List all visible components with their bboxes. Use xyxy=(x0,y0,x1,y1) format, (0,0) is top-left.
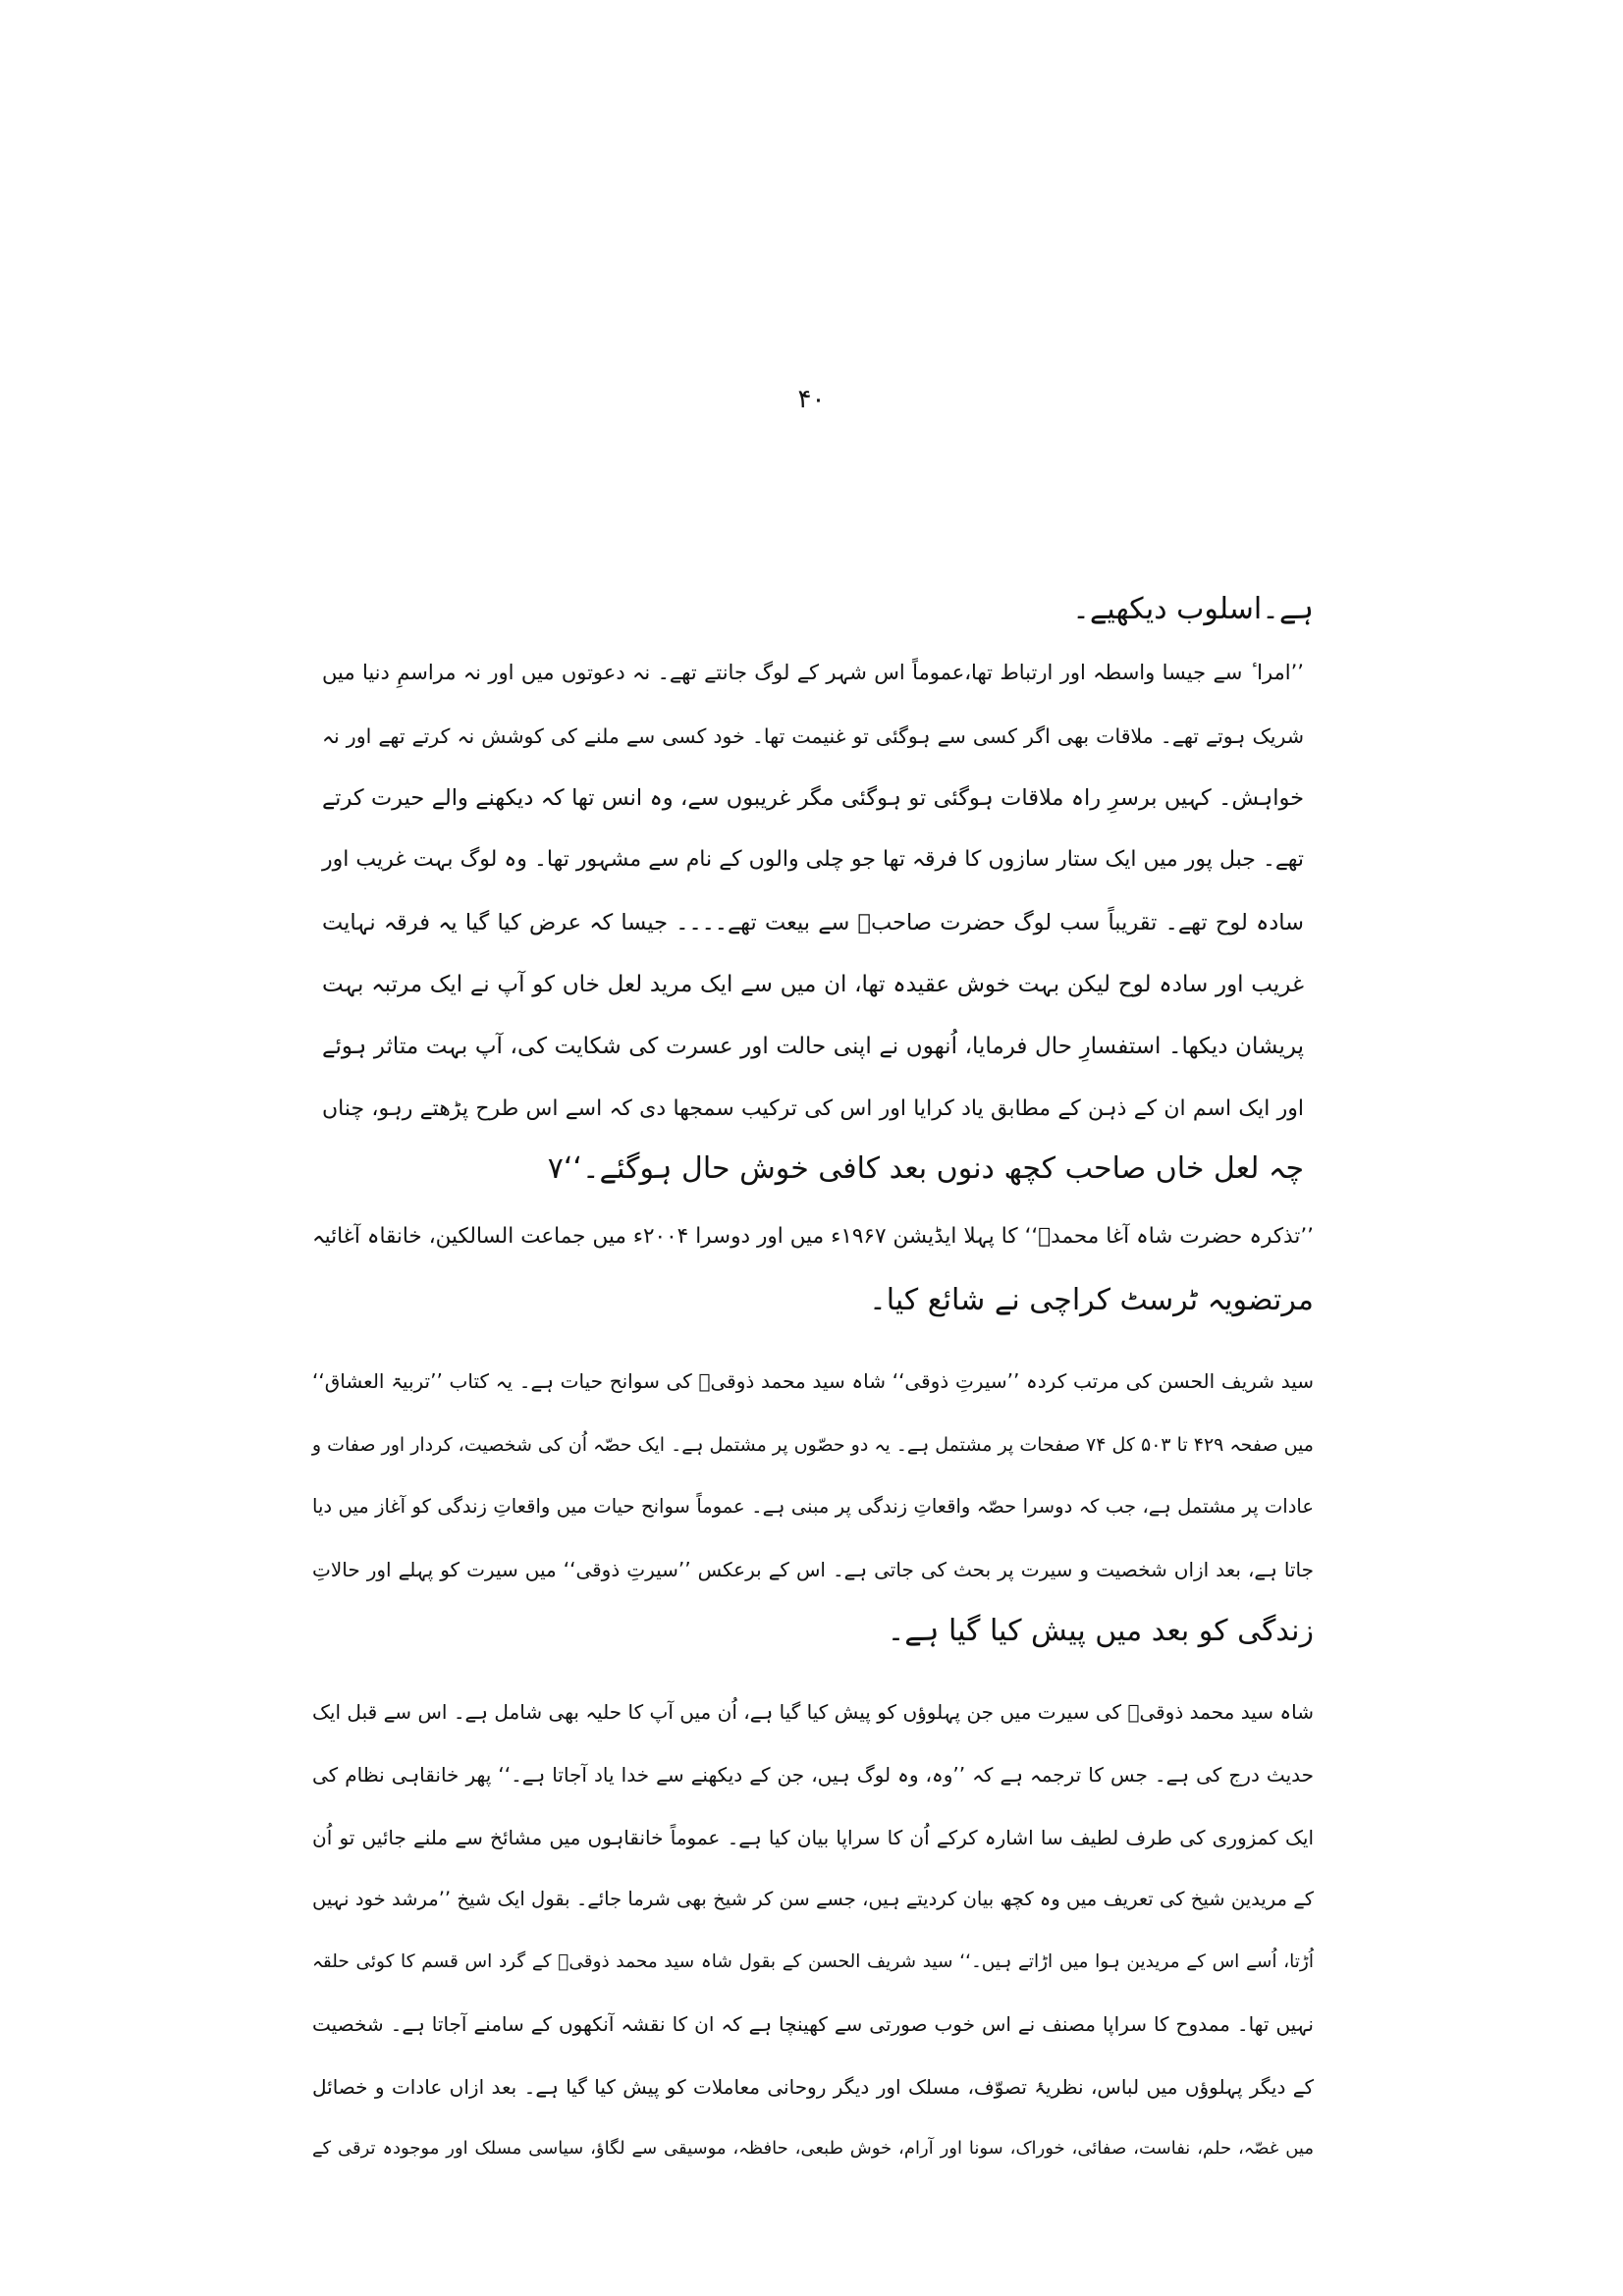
page-number: ۴۰ xyxy=(797,385,826,414)
paragraph-line: زندگی کو بعد میں پیش کیا گیا ہے۔ xyxy=(887,1614,1314,1648)
quote-line: چہ لعل خاں صاحب کچھ دنوں بعد کافی خوش حال ہوگئے۔‘‘۷ xyxy=(547,1151,1304,1186)
paragraph-line: اُڑتا، اُسے اس کے مریدین ہوا میں اڑاتے ہیں۔‘‘ سید شریف الحسن کے بقول شاہ سید محمد ذوقیؒ کے گرد اس قسم کا کوئی حلقہ xyxy=(312,1951,1314,1972)
paragraph-line: عادات پر مشتمل ہے، جب کہ دوسرا حصّہ واقعاتِ زندگی پر مبنی ہے۔ عموماً سوانح حیات میں واقعاتِ زندگی کو آغاز میں دیا xyxy=(312,1495,1314,1518)
paragraph-line: شاہ سید محمد ذوقیؒ کی سیرت میں جن پہلوؤں کو پیش کیا گیا ہے، اُن میں آپ کا حلیہ بھی شامل ہے۔ اس سے قبل ایک xyxy=(312,1700,1314,1724)
paragraph-line: مرتضویہ ٹرسٹ کراچی نے شائع کیا۔ xyxy=(869,1283,1314,1317)
quote-line: تھے۔ جبل پور میں ایک ستار سازوں کا فرقہ تھا جو چلی والوں کے نام سے مشہور تھا۔ وہ لوگ بہت غریب اور xyxy=(322,847,1304,872)
quote-line: ’’امرا ٔ سے جیسا واسطہ اور ارتباط تھا،عموماً اس شہر کے لوگ جانتے تھے۔ نہ دعوتوں میں اور نہ مراسمِ دنیا میں xyxy=(322,661,1304,684)
lead-line: ہے۔اسلوب دیکھیے۔ xyxy=(1072,592,1314,626)
paragraph-line: میں غصّہ، حلم، نفاست، صفائی، خوراک، سونا اور آرام، خوش طبعی، حافظہ، موسیقی سے لگاؤ، سیاسی مسلک اور موجودہ ترقی کے xyxy=(312,2138,1314,2159)
paragraph-line: حدیث درج کی ہے۔ جس کا ترجمہ ہے کہ ’’وہ، وہ لوگ ہیں، جن کے دیکھنے سے خدا یاد آجاتا ہے۔‘‘ پھر خانقاہی نظام کی xyxy=(312,1763,1314,1787)
paragraph-line: نہیں تھا۔ ممدوح کا سراپا مصنف نے اس خوب صورتی سے کھینچا ہے کہ ان کا نقشہ آنکھوں کے سامنے آجاتا ہے۔ شخصیت xyxy=(312,2012,1314,2036)
quote-line: پریشان دیکھا۔ استفسارِ حال فرمایا، اُنھوں نے اپنی حالت اور عسرت کی شکایت کی، آپ بہت متاثر ہوئے xyxy=(322,1034,1304,1059)
paragraph-line: جاتا ہے، بعد ازاں شخصیت و سیرت پر بحث کی جاتی ہے۔ اس کے برعکس ’’سیرتِ ذوقی‘‘ میں سیرت کو پہلے اور حالاتِ xyxy=(312,1558,1314,1581)
paragraph-line: میں صفحہ ۴۲۹ تا ۵۰۳ کل ۷۴ صفحات پر مشتمل ہے۔ یہ دو حصّوں پر مشتمل ہے۔ ایک حصّہ اُن کی شخصیت، کردار اور صفات و xyxy=(311,1434,1314,1456)
quote-line: خواہش۔ کہیں برسرِ راہ ملاقات ہوگئی تو ہوگئی مگر غریبوں سے، وہ انس تھا کہ دیکھنے والے حیرت کرتے xyxy=(322,785,1304,811)
paragraph-line: سید شریف الحسن کی مرتب کردہ ’’سیرتِ ذوقی‘‘ شاہ سید محمد ذوقیؒ کی سوانح حیات ہے۔ یہ کتاب ’’تربیۃ العشاق‘‘ xyxy=(312,1369,1314,1393)
paragraph-line: کے مریدین شیخ کی تعریف میں وہ کچھ بیان کردیتے ہیں، جسے سن کر شیخ بھی شرما جائے۔ بقول ایک شیخ ’’مرشد خود نہیں xyxy=(312,1888,1314,1910)
paragraph-line: ایک کمزوری کی طرف لطیف سا اشارہ کرکے اُن کا سراپا بیان کیا ہے۔ عموماً خانقاہوں میں مشائخ سے ملنے جائیں تو اُن xyxy=(312,1826,1314,1849)
paragraph-line: ’’تذکرہ حضرت شاہ آغا محمدؒ‘‘ کا پہلا ایڈیشن ۱۹۶۷ء میں اور دوسرا ۲۰۰۴ء میں جماعت السالکین، خانقاہ آغائیہ xyxy=(312,1224,1314,1249)
quote-line: غریب اور سادہ لوح لیکن بہت خوش عقیدہ تھا، ان میں سے ایک مرید لعل خاں کو آپ نے ایک مرتبہ بہت xyxy=(322,972,1304,997)
paragraph-line: کے دیگر پہلوؤں میں لباس، نظریۂ تصوّف، مسلک اور دیگر روحانی معاملات کو پیش کیا گیا ہے۔ بعد ازاں عادات و خصائل xyxy=(312,2075,1314,2099)
quote-line: شریک ہوتے تھے۔ ملاقات بھی اگر کسی سے ہوگئی تو غنیمت تھا۔ خود کسی سے ملنے کی کوشش نہ کرتے تھے اور نہ xyxy=(322,724,1304,748)
quote-line: اور ایک اسم ان کے ذہن کے مطابق یاد کرایا اور اس کی ترکیب سمجھا دی کہ اسے اس طرح پڑھتے رہو، چناں xyxy=(322,1096,1304,1121)
quote-line: سادہ لوح تھے۔ تقریباً سب لوگ حضرت صاحبؒ سے بیعت تھے۔۔۔۔ جیسا کہ عرض کیا گیا یہ فرقہ نہایت xyxy=(322,910,1304,935)
